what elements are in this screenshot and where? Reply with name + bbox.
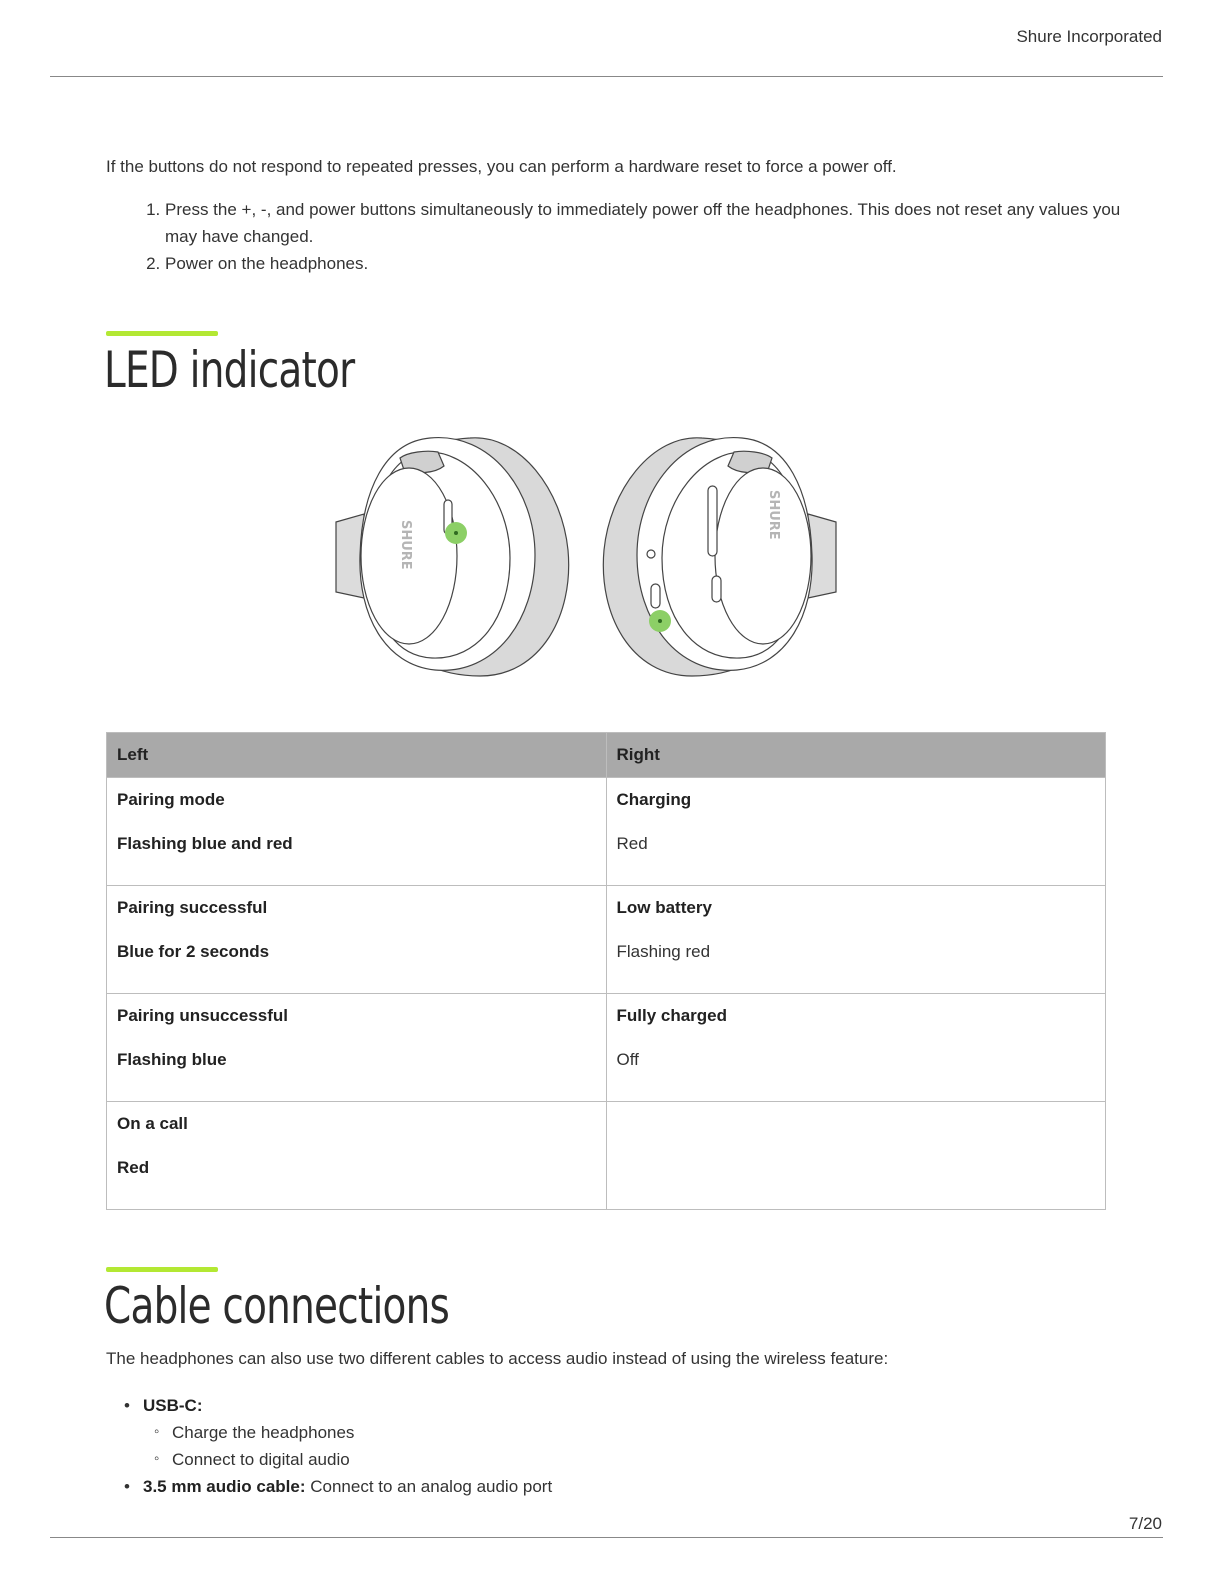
table-cell-right — [606, 778, 1106, 886]
reset-step: 1. Press the +, -, and power buttons simultaneously to immediately power off the headphones. This does not reset any values you may have changed. — [165, 196, 1155, 250]
table-row — [107, 1102, 1106, 1210]
status-name: Pairing unsuccessful — [117, 1006, 288, 1025]
table-cell-right — [606, 886, 1106, 994]
status-name: On a call — [117, 1114, 188, 1133]
cable-list — [106, 1392, 552, 1500]
table-cell-right — [606, 994, 1106, 1102]
status-value: Red — [117, 1158, 150, 1177]
list-item — [143, 1473, 552, 1500]
column-header-right: Right — [606, 733, 1106, 778]
status-name: Pairing mode — [117, 790, 225, 809]
status-value: Red — [616, 834, 648, 853]
page-number: 7/20 — [1128, 1514, 1162, 1533]
reset-steps-list — [106, 196, 1155, 277]
list-item: ◦ Charge the headphones — [172, 1419, 552, 1446]
table-row — [107, 778, 1106, 886]
table-row — [107, 994, 1106, 1102]
table-header-row — [107, 733, 1106, 778]
cable-sublist — [143, 1419, 552, 1473]
table-cell-left — [107, 1102, 607, 1210]
led-indicator-heading: LED indicator — [104, 341, 355, 399]
cable-intro: The headphones can also use two different cables to access audio instead of using the wireless feature: — [106, 1349, 889, 1368]
cable-description: Connect to an analog audio port — [305, 1477, 553, 1496]
table-cell-left — [107, 778, 607, 886]
footer-rule — [50, 1537, 1163, 1538]
right-earcup — [603, 438, 836, 676]
status-name: Charging — [616, 790, 692, 809]
status-value: Off — [616, 1050, 639, 1069]
status-value: Flashing blue — [117, 1050, 227, 1069]
status-value: Flashing red — [616, 942, 711, 961]
table-cell-right — [606, 1102, 1106, 1210]
left-earcup — [336, 438, 569, 676]
header-company-name: Shure Incorporated — [1016, 27, 1162, 46]
section-accent-bar — [106, 1267, 218, 1272]
header-rule — [50, 76, 1163, 77]
table-cell-left — [107, 994, 607, 1102]
status-value: Flashing blue and red — [117, 834, 293, 853]
status-value: Blue for 2 seconds — [117, 942, 270, 961]
status-name: Low battery — [616, 898, 712, 917]
brand-right-text: SHURE — [766, 490, 781, 540]
led-status-table — [106, 732, 1106, 1210]
status-name: Fully charged — [616, 1006, 728, 1025]
section-accent-bar — [106, 331, 218, 336]
brand-left-text: SHURE — [398, 520, 413, 570]
table-cell-left — [107, 886, 607, 994]
table-row — [107, 886, 1106, 994]
list-item — [143, 1392, 552, 1473]
reset-step: 2. Power on the headphones. — [165, 250, 1155, 277]
reset-intro: If the buttons do not respond to repeated presses, you can perform a hardware reset to force a power off. — [106, 157, 897, 176]
headphones-led-illustration — [330, 430, 842, 682]
column-header-left: Left — [107, 733, 607, 778]
cable-label: 3.5 mm audio cable: — [143, 1477, 306, 1496]
cable-label: USB-C: — [143, 1396, 203, 1415]
cable-connections-heading: Cable connections — [104, 1277, 450, 1335]
list-item: ◦ Connect to digital audio — [172, 1446, 552, 1473]
status-name: Pairing successful — [117, 898, 268, 917]
